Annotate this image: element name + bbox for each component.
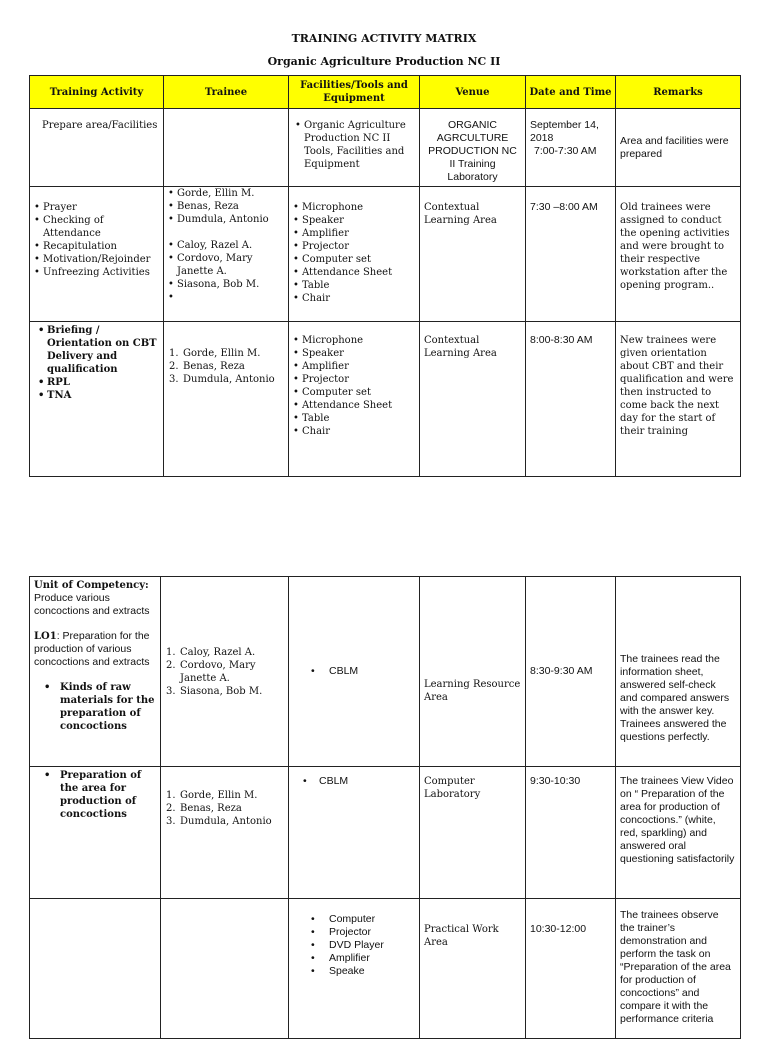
trainee-list — [168, 187, 284, 226]
table-row — [30, 577, 741, 767]
table-row — [30, 899, 741, 1039]
table-row — [30, 767, 741, 899]
facilities-list — [293, 775, 415, 788]
list-item: 3. Dumdula, Antonio — [166, 816, 272, 827]
time-text: 8:00-8:30 AM — [530, 334, 593, 346]
date-cell — [526, 767, 616, 899]
list-item: • Table — [293, 412, 415, 425]
list-item: • Organic Agriculture Production NC II Tools, Facilities and Equipment — [295, 119, 415, 171]
facilities-list — [293, 201, 415, 305]
date-cell — [526, 577, 616, 767]
date-cell — [526, 187, 616, 322]
list-item: • DVD Player — [293, 939, 415, 952]
time-text: 7:00-7:30 AM — [534, 145, 597, 157]
list-item: • Projector — [293, 373, 415, 386]
facilities-cell — [289, 109, 420, 187]
venue-cell — [420, 767, 526, 899]
activity-list — [34, 769, 156, 821]
activity-cell — [30, 187, 164, 322]
list-item: • Speaker — [293, 347, 415, 360]
list-item: • Projector — [293, 240, 415, 253]
venue-text: Learning Resource Area — [424, 678, 521, 703]
facilities-list — [293, 334, 415, 438]
trainee-cell — [161, 577, 289, 767]
trainee-cell — [164, 187, 289, 322]
remarks-text: The trainees read the information sheet, answered self-check and compared answers with the answer key. Trainees answered the questions perfectly. — [620, 652, 730, 743]
list-item: 1. Gorde, Ellin M. — [166, 790, 258, 801]
remarks-text: Old trainees were assigned to conduct the opening activities and were brought to their respective workstation after the opening program.. — [620, 202, 730, 291]
date-cell — [526, 899, 616, 1039]
activity-list — [34, 324, 159, 402]
venue-cell — [420, 109, 526, 187]
trainee-cell — [161, 899, 289, 1039]
list-item: 3. Dumdula, Antonio — [169, 374, 275, 385]
document-title: TRAINING ACTIVITY MATRIX — [291, 32, 477, 45]
table-row — [30, 109, 741, 187]
trainee-cell — [161, 767, 289, 899]
time-text: 8:30-9:30 AM — [530, 665, 593, 677]
trainee-list — [168, 239, 284, 291]
trainee-cell — [164, 322, 289, 477]
learning-outcome: LO1: Preparation for the production of various concoctions and extracts — [34, 630, 150, 668]
list-item: • Cordovo, Mary Janette A. — [168, 252, 284, 278]
list-item: • Speaker — [293, 214, 415, 227]
training-matrix-table-2 — [29, 576, 741, 1039]
list-item: • Prayer — [34, 201, 159, 214]
remarks-cell — [616, 899, 741, 1039]
activity-text: Prepare area/Facilities — [42, 120, 158, 131]
time-text: 7:30 –8:00 AM — [530, 201, 598, 213]
venue-text: Computer Laboratory — [424, 776, 481, 800]
header-venue: Venue — [420, 76, 526, 109]
date-cell — [526, 109, 616, 187]
trainee-list — [165, 646, 284, 698]
list-item: • Unfreezing Activities — [34, 266, 159, 279]
list-item: • Recapitulation — [34, 240, 159, 253]
list-item: • Motivation/Rejoinder — [34, 253, 159, 266]
list-item: • Checking of Attendance — [34, 214, 159, 240]
list-item: • Benas, Reza — [168, 200, 284, 213]
facilities-list — [293, 119, 415, 171]
activity-cell — [30, 109, 164, 187]
date-cell — [526, 322, 616, 477]
activity-cell — [30, 322, 164, 477]
list-item: • Chair — [293, 292, 415, 305]
venue-text: Contextual Learning Area — [424, 335, 497, 359]
list-item: • Amplifier — [293, 227, 415, 240]
list-item: • RPL — [38, 376, 159, 389]
header-facilities: Facilities/Tools and Equipment — [289, 76, 420, 109]
header-date-time: Date and Time — [526, 76, 616, 109]
remarks-text: New trainees were given orientation about CBT and their qualification and were then instructed to come back the next day for the start of their training — [620, 335, 734, 437]
list-item: 3. Siasona, Bob M. — [166, 685, 263, 697]
list-item: • TNA — [38, 389, 159, 402]
remarks-cell — [616, 187, 741, 322]
venue-cell — [420, 577, 526, 767]
list-item: • Computer — [293, 913, 415, 926]
remarks-cell — [616, 767, 741, 899]
activity-cell — [30, 577, 161, 767]
remarks-text: The trainees observe the trainer’s demonstration and perform the task on “Preparation of the area for production of concoctions” and compare it with the performance criteria — [620, 909, 731, 1025]
venue-text: Practical Work Area — [424, 924, 499, 948]
unit-of-competency: Unit of Competency: Produce various concoctions and extracts — [34, 580, 150, 617]
list-item: • Table — [293, 279, 415, 292]
header-remarks: Remarks — [616, 76, 741, 109]
document-subtitle: Organic Agriculture Production NC II — [267, 55, 501, 68]
trainee-cell — [164, 109, 289, 187]
list-item: 2. Cordovo, Mary Janette A. — [166, 659, 256, 684]
list-item: • Computer set — [293, 386, 415, 399]
facilities-cell — [289, 577, 420, 767]
list-item: • CBLM — [293, 775, 415, 788]
remarks-text: The trainees View Video on “ Preparation of the area for production of concoctions.” (white, red, sparkling) and answered oral questioning satisfactorily — [620, 775, 735, 865]
remarks-cell — [616, 577, 741, 767]
list-item: • Chair — [293, 425, 415, 438]
list-item: • Siasona, Bob M. — [168, 278, 284, 291]
facilities-cell — [289, 187, 420, 322]
header-row — [30, 76, 741, 109]
list-item: • Kinds of raw materials for the preparation of concoctions — [34, 681, 156, 733]
remarks-text: Area and facilities were prepared — [620, 134, 729, 160]
remarks-cell — [616, 322, 741, 477]
list-item: • Caloy, Razel A. — [168, 239, 284, 252]
list-item: • Dumdula, Antonio — [168, 213, 284, 226]
facilities-list — [293, 913, 415, 978]
facilities-cell — [289, 767, 420, 899]
date-text: September 14, 2018 — [530, 119, 599, 144]
facilities-cell — [289, 899, 420, 1039]
list-item: • Attendance Sheet — [293, 399, 415, 412]
activity-cell — [30, 899, 161, 1039]
list-item: • Computer set — [293, 253, 415, 266]
remarks-cell — [616, 109, 741, 187]
list-item: • Microphone — [293, 201, 415, 214]
time-text: 9:30-10:30 — [530, 775, 581, 787]
trainee-list — [165, 789, 284, 828]
list-item: • Amplifier — [293, 952, 415, 965]
list-item: • Attendance Sheet — [293, 266, 415, 279]
venue-cell — [420, 899, 526, 1039]
list-item: • Amplifier — [293, 360, 415, 373]
header-trainee: Trainee — [164, 76, 289, 109]
list-item: • CBLM — [293, 665, 415, 678]
table-row — [30, 187, 741, 322]
list-item: • Gorde, Ellin M. — [168, 187, 284, 200]
activity-list — [34, 681, 156, 733]
list-item: • Microphone — [293, 334, 415, 347]
training-matrix-table-1 — [29, 75, 741, 477]
header-training-activity: Training Activity — [30, 76, 164, 109]
list-item: 1. Gorde, Ellin M. — [169, 348, 261, 359]
activity-cell — [30, 767, 161, 899]
list-item: • Preparation of the area for production of concoctions — [34, 769, 156, 821]
list-item: 1. Caloy, Razel A. — [166, 646, 256, 658]
list-item: 2. Benas, Reza — [169, 361, 245, 372]
table-row — [30, 322, 741, 477]
list-item: • Briefing / Orientation on CBT Delivery and qualification — [38, 324, 159, 376]
venue-cell — [420, 322, 526, 477]
facilities-list — [293, 665, 415, 678]
facilities-cell — [289, 322, 420, 477]
activity-list — [34, 201, 159, 279]
list-item: • Projector — [293, 926, 415, 939]
venue-cell — [420, 187, 526, 322]
venue-text: ORGANIC AGRCULTURE PRODUCTION NC II Training Laboratory — [428, 119, 517, 183]
venue-text: Contextual Learning Area — [424, 202, 497, 226]
list-item: • Speake — [293, 965, 415, 978]
trainee-list — [168, 347, 284, 386]
list-item: 2. Benas, Reza — [166, 803, 242, 814]
time-text: 10:30-12:00 — [530, 923, 587, 935]
